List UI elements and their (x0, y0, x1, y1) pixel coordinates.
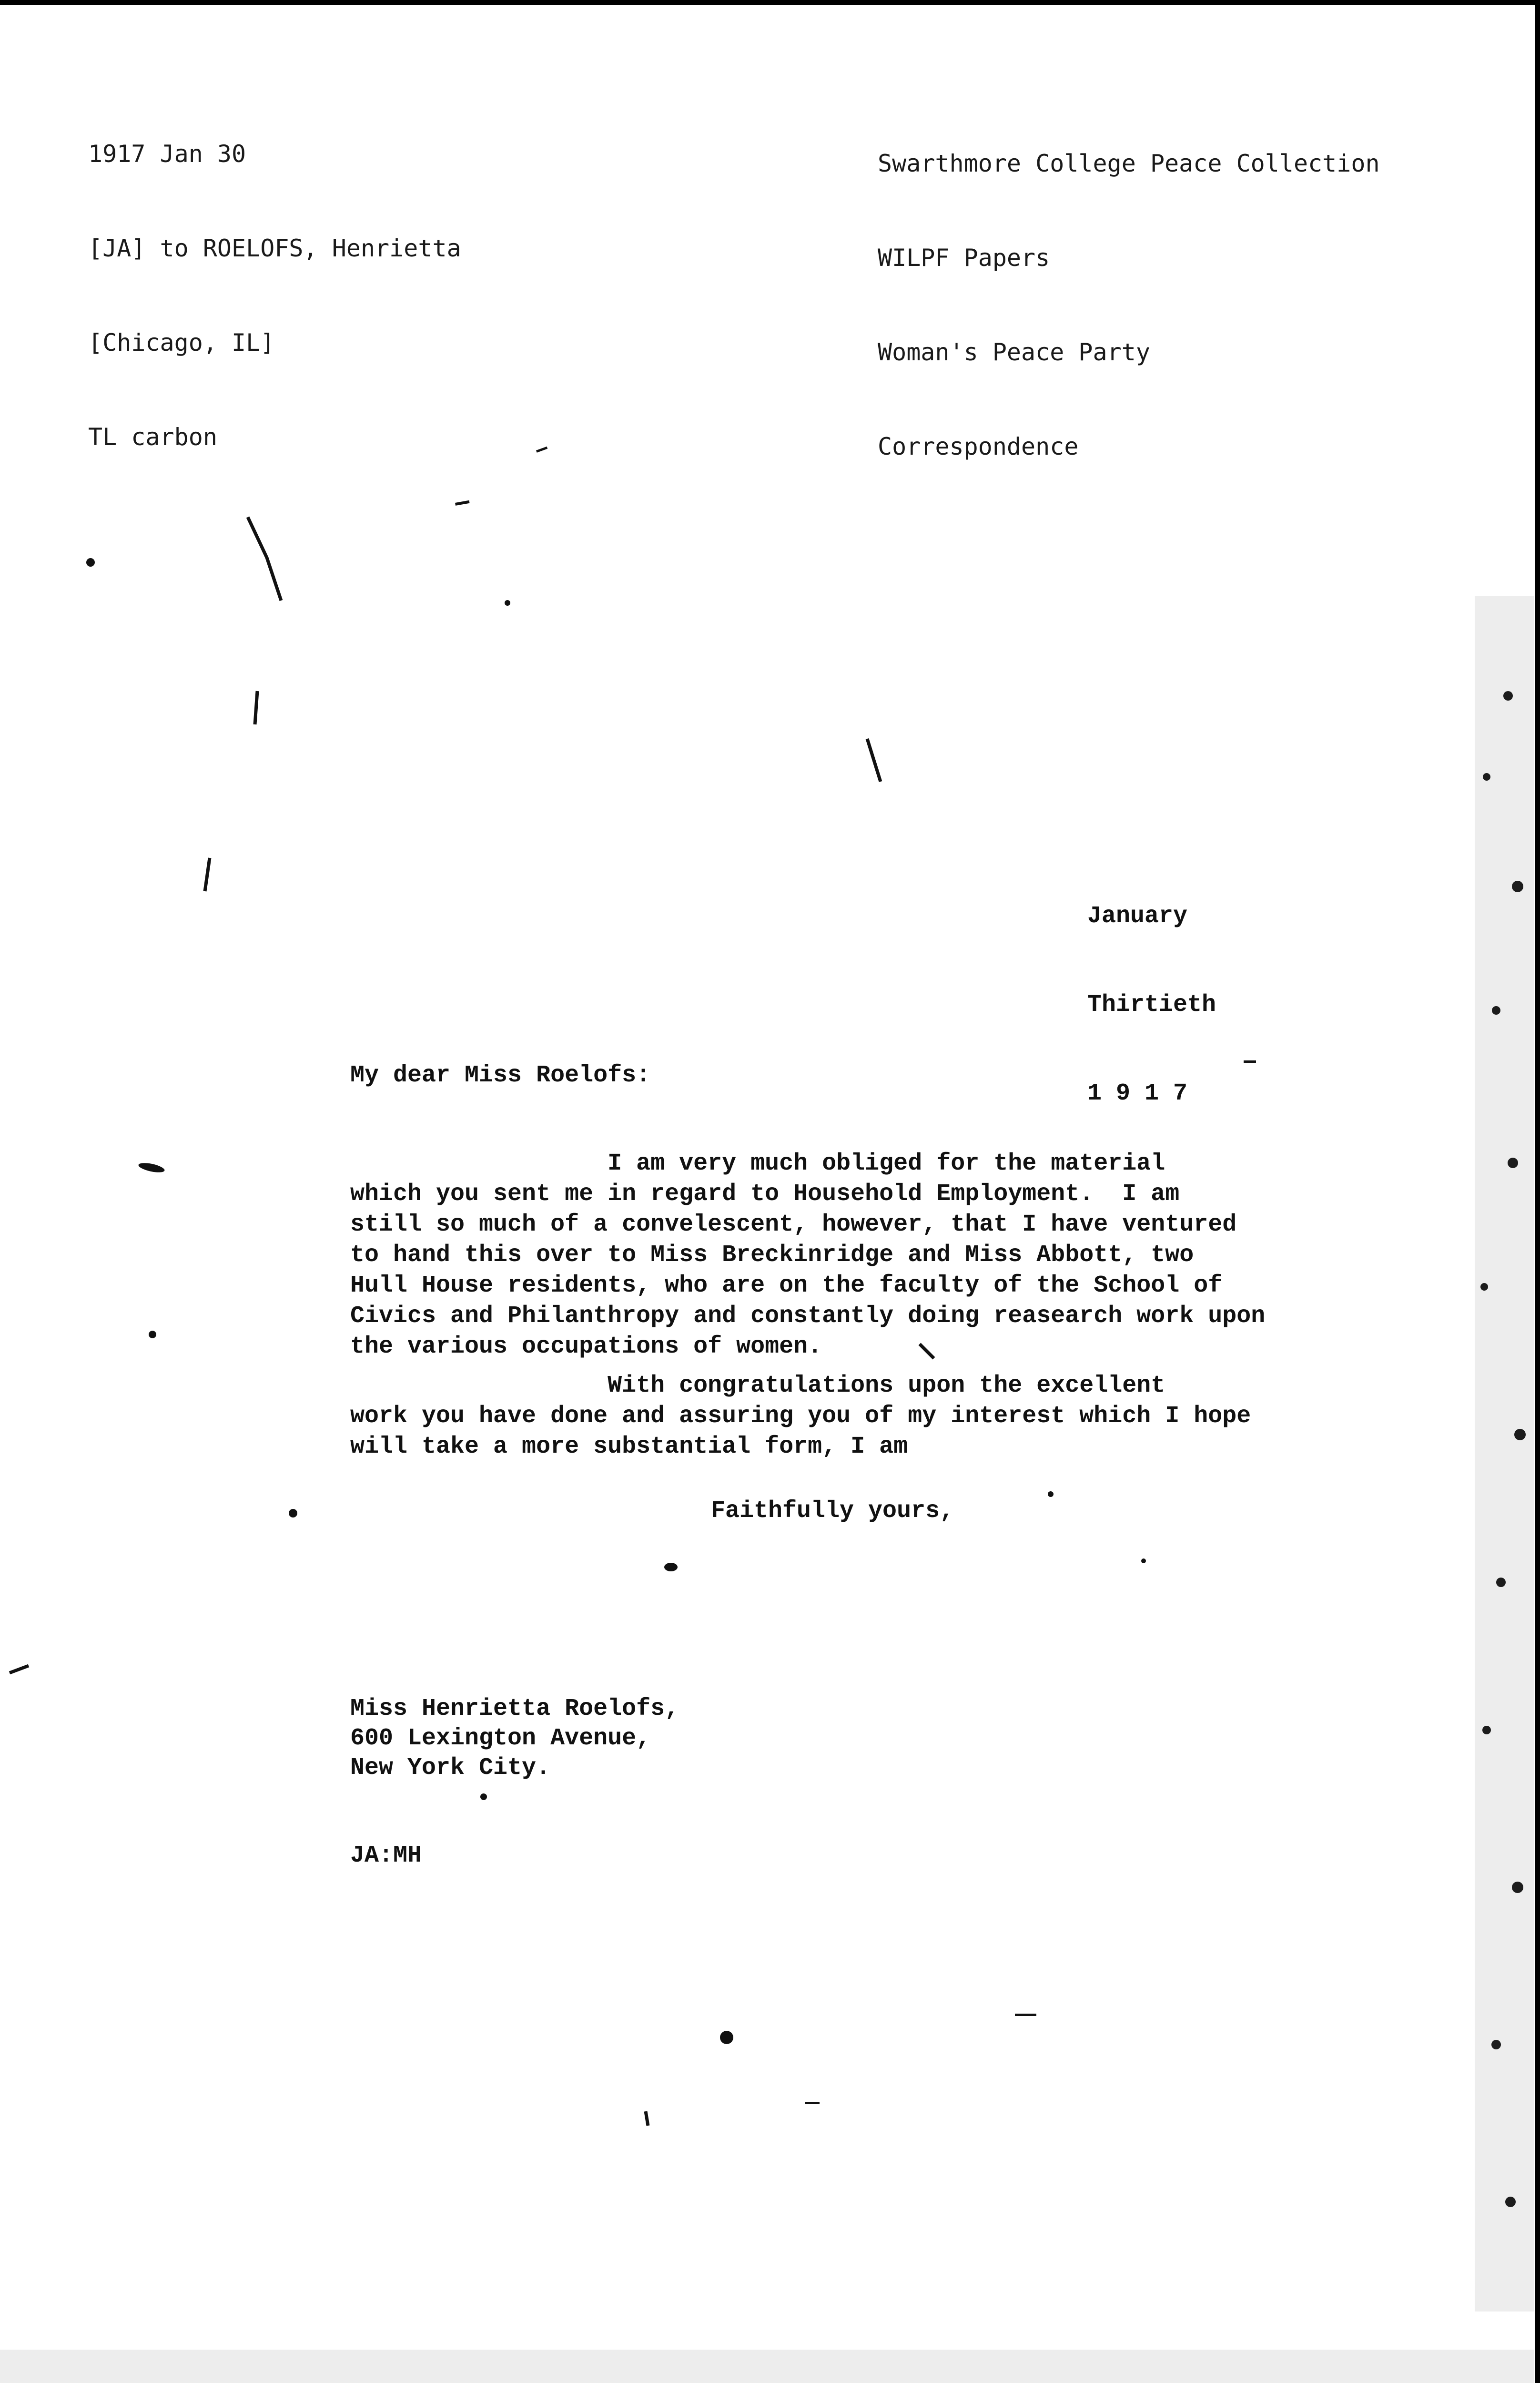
collection-papers: WILPF Papers (878, 244, 1050, 272)
scan-specks (0, 5, 1540, 2383)
paragraph-line: the various occupations of women. (350, 1333, 822, 1360)
paragraph-line: I am very much obliged for the material (350, 1150, 1165, 1177)
collection-subseries: Correspondence (878, 433, 1079, 460)
paragraph-line: still so much of a convelescent, however, that I have ventured (350, 1211, 1237, 1238)
date-year: 1 9 1 7 (1087, 1080, 1188, 1107)
reference-initials: JA:MH (350, 1842, 422, 1869)
citation-correspondents: [JA] to ROELOFS, Henrietta (88, 234, 461, 262)
collection-series: Woman's Peace Party (878, 338, 1150, 366)
citation-place: [Chicago, IL] (88, 329, 275, 356)
paragraph-line: Civics and Philanthropy and constantly doing reasearch work upon (350, 1303, 1266, 1330)
paragraph-line: to hand this over to Miss Breckinridge and Miss Abbott, two (350, 1242, 1194, 1269)
date-month: January (1087, 903, 1188, 930)
paragraph-line: which you sent me in regard to Household Employment. I am (350, 1181, 1180, 1208)
citation-date: 1917 Jan 30 (88, 140, 246, 168)
address-name: Miss Henrietta Roelofs, (350, 1695, 679, 1722)
complimentary-closing: Faithfully yours, (711, 1497, 954, 1525)
date-day: Thirtieth (1087, 991, 1216, 1018)
address-street: 600 Lexington Avenue, (350, 1725, 651, 1752)
paragraph-line: will take a more substantial form, I am (350, 1433, 908, 1460)
citation-format: TL carbon (88, 423, 217, 451)
paragraph-line: work you have done and assuring you of my interest which I hope (350, 1403, 1251, 1430)
salutation: My dear Miss Roelofs: (350, 1062, 651, 1089)
paragraph-line: Hull House residents, who are on the faculty of the School of (350, 1272, 1223, 1299)
address-city: New York City. (350, 1754, 551, 1782)
paragraph-line: With congratulations upon the excellent (350, 1372, 1165, 1399)
collection-name: Swarthmore College Peace Collection (878, 150, 1380, 177)
